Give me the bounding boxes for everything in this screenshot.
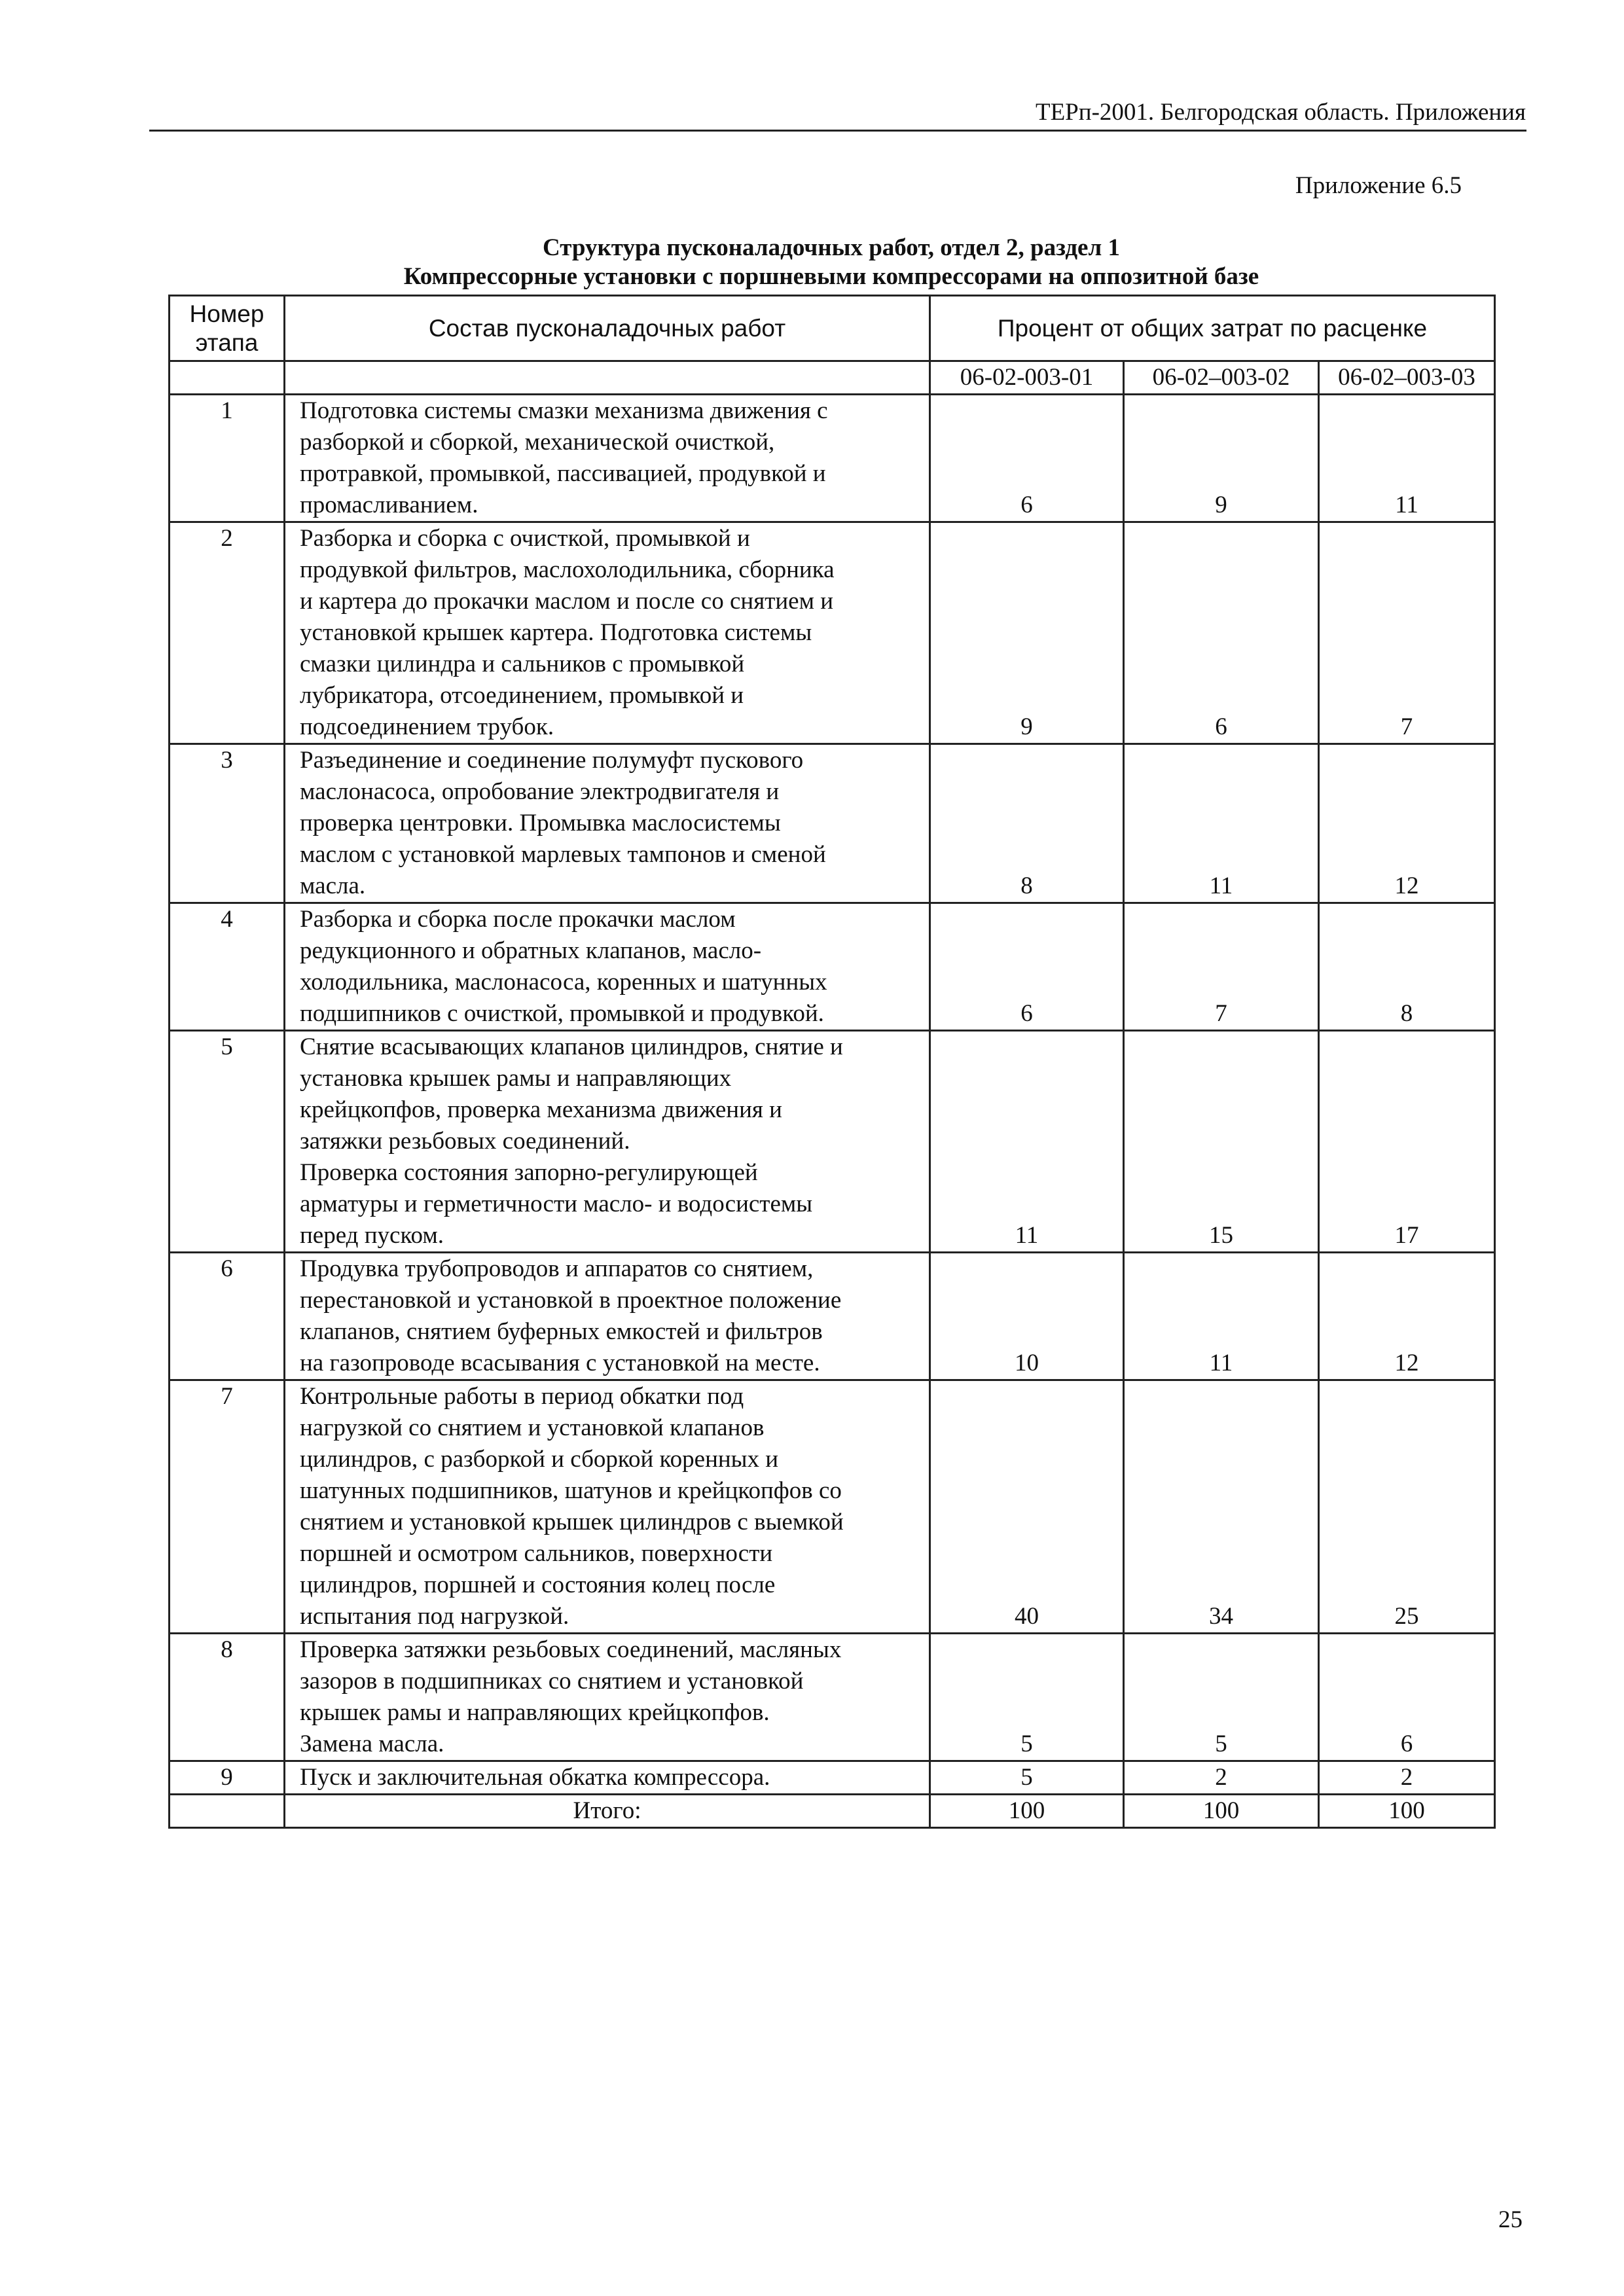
total-value-2: 100 bbox=[1124, 1795, 1319, 1828]
percent-value-3: 12 bbox=[1319, 744, 1495, 903]
header-empty-cell bbox=[170, 361, 285, 395]
works-structure-table bbox=[168, 295, 1496, 1829]
step-number: 3 bbox=[170, 744, 285, 903]
percent-value-1: 5 bbox=[930, 1634, 1124, 1761]
percent-value-3: 12 bbox=[1319, 1253, 1495, 1380]
percent-value-1: 40 bbox=[930, 1380, 1124, 1634]
percent-value-2: 7 bbox=[1124, 903, 1319, 1031]
percent-value-2: 11 bbox=[1124, 744, 1319, 903]
percent-value-2: 9 bbox=[1124, 395, 1319, 522]
table-row bbox=[170, 1761, 1495, 1795]
percent-value-3: 8 bbox=[1319, 903, 1495, 1031]
work-description: Разъединение и соединение полумуфт пускового маслонасоса, опробование электродвигателя и проверка центровки. Промывка маслосистемы маслом с установкой марлевых тампонов и сменой масла. bbox=[285, 744, 930, 903]
total-row bbox=[170, 1795, 1495, 1828]
appendix-label: Приложение 6.5 bbox=[1295, 172, 1462, 199]
header-code-1: 06-02-003-01 bbox=[930, 361, 1124, 395]
work-description: Снятие всасывающих клапанов цилиндров, снятие и установка крышек рамы и направляющих крейцкопфов, проверка механизма движения и затяжки резьбовых соединений. Проверка состояния запорно-регулирующей арматуры и герметичности масло- и водосистемы перед пуском. bbox=[285, 1031, 930, 1253]
percent-value-1: 9 bbox=[930, 522, 1124, 744]
table-row bbox=[170, 1634, 1495, 1761]
percent-value-2: 6 bbox=[1124, 522, 1319, 744]
step-number: 4 bbox=[170, 903, 285, 1031]
header-code-3: 06-02–003-03 bbox=[1319, 361, 1495, 395]
step-number: 1 bbox=[170, 395, 285, 522]
percent-value-2: 15 bbox=[1124, 1031, 1319, 1253]
step-number: 2 bbox=[170, 522, 285, 744]
work-description: Разборка и сборка после прокачки маслом редукционного и обратных клапанов, масло- холодильника, маслонасоса, коренных и шатунных подшипников с очисткой, промывкой и продувкой. bbox=[285, 903, 930, 1031]
total-value-1: 100 bbox=[930, 1795, 1124, 1828]
header-code-2: 06-02–003-02 bbox=[1124, 361, 1319, 395]
header-empty-cell bbox=[285, 361, 930, 395]
step-number: 9 bbox=[170, 1761, 285, 1795]
total-value-3: 100 bbox=[1319, 1795, 1495, 1828]
table-row bbox=[170, 522, 1495, 744]
total-empty-cell bbox=[170, 1795, 285, 1828]
percent-value-2: 2 bbox=[1124, 1761, 1319, 1795]
step-number: 5 bbox=[170, 1031, 285, 1253]
page-number: 25 bbox=[1498, 2206, 1523, 2233]
table-row bbox=[170, 1031, 1495, 1253]
total-label: Итого: bbox=[285, 1795, 930, 1828]
step-number: 8 bbox=[170, 1634, 285, 1761]
percent-value-3: 25 bbox=[1319, 1380, 1495, 1634]
percent-value-3: 6 bbox=[1319, 1634, 1495, 1761]
percent-value-3: 7 bbox=[1319, 522, 1495, 744]
table-row bbox=[170, 1253, 1495, 1380]
table-row bbox=[170, 1380, 1495, 1634]
header-step-number: Номер этапа bbox=[170, 296, 285, 361]
percent-value-1: 5 bbox=[930, 1761, 1124, 1795]
work-description: Разборка и сборка с очисткой, промывкой и продувкой фильтров, маслохолодильника, сборника и картера до прокачки маслом и после со снятием и установкой крышек картера. Подготовка системы смазки цилиндра и сальников с промывкой лубрикатора, отсоединением, промывкой и подсоединением трубок. bbox=[285, 522, 930, 744]
percent-value-3: 17 bbox=[1319, 1031, 1495, 1253]
percent-value-1: 10 bbox=[930, 1253, 1124, 1380]
table-title: Структура пусконаладочных работ, отдел 2, раздел 1 bbox=[543, 234, 1120, 261]
work-description: Контрольные работы в период обкатки под нагрузкой со снятием и установкой клапанов цилиндров, с разборкой и сборкой коренных и шатунных подшипников, шатунов и крейцкопфов со снятием и установкой крышек цилиндров с выемкой поршней и осмотром сальников, поверхности цилиндров, поршней и состояния колец после испытания под нагрузкой. bbox=[285, 1380, 930, 1634]
step-number: 7 bbox=[170, 1380, 285, 1634]
work-description: Проверка затяжки резьбовых соединений, масляных зазоров в подшипниках со снятием и установкой крышек рамы и направляющих крейцкопфов. Замена масла. bbox=[285, 1634, 930, 1761]
percent-value-1: 6 bbox=[930, 395, 1124, 522]
percent-value-1: 11 bbox=[930, 1031, 1124, 1253]
work-description: Пуск и заключительная обкатка компрессора. bbox=[285, 1761, 930, 1795]
percent-value-2: 5 bbox=[1124, 1634, 1319, 1761]
table-row bbox=[170, 395, 1495, 522]
table-row bbox=[170, 903, 1495, 1031]
work-description: Подготовка системы смазки механизма движения с разборкой и сборкой, механической очисткой, протравкой, промывкой, пассивацией, продувкой и промасливанием. bbox=[285, 395, 930, 522]
percent-value-3: 11 bbox=[1319, 395, 1495, 522]
header-work-description: Состав пусконаладочных работ bbox=[285, 296, 930, 361]
table-subtitle: Компрессорные установки с поршневыми компрессорами на оппозитной базе bbox=[403, 263, 1259, 290]
percent-value-2: 11 bbox=[1124, 1253, 1319, 1380]
table-row bbox=[170, 744, 1495, 903]
percent-value-3: 2 bbox=[1319, 1761, 1495, 1795]
step-number: 6 bbox=[170, 1253, 285, 1380]
header-rule bbox=[149, 130, 1526, 132]
work-description: Продувка трубопроводов и аппаратов со снятием, перестановкой и установкой в проектное положение клапанов, снятием буферных емкостей и фильтров на газопроводе всасывания с установкой на месте. bbox=[285, 1253, 930, 1380]
percent-value-1: 6 bbox=[930, 903, 1124, 1031]
running-header: ТЕРп-2001. Белгородская область. Приложения bbox=[1035, 99, 1526, 126]
percent-value-2: 34 bbox=[1124, 1380, 1319, 1634]
percent-value-1: 8 bbox=[930, 744, 1124, 903]
header-percent: Процент от общих затрат по расценке bbox=[930, 296, 1495, 361]
